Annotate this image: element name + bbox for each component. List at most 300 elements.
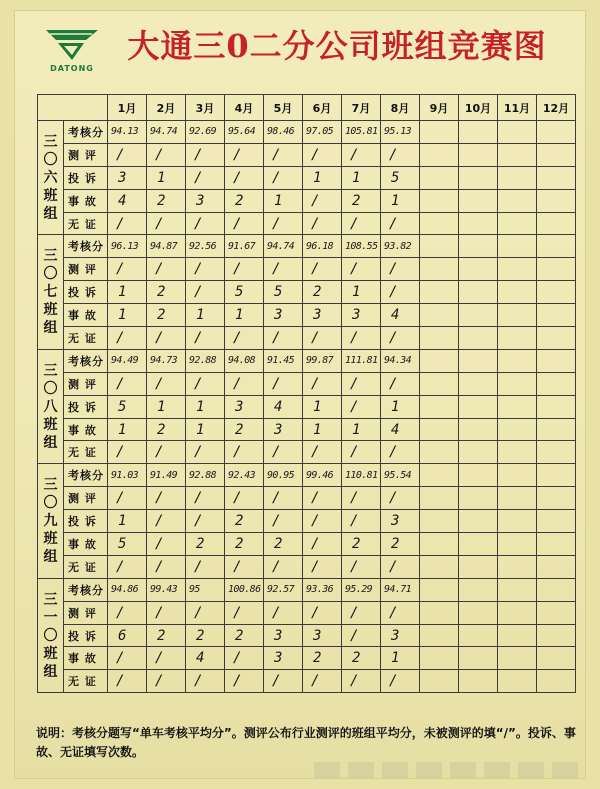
row-label: 无 证 bbox=[64, 327, 108, 350]
logo-text: DATONG bbox=[50, 64, 94, 73]
value-cell bbox=[498, 510, 537, 533]
value-cell: 1 bbox=[303, 395, 342, 418]
value-cell: 2 bbox=[147, 624, 186, 647]
group-name-cell bbox=[38, 235, 64, 349]
value-cell: 94.34 bbox=[381, 349, 420, 372]
table-body bbox=[38, 121, 576, 693]
value-cell: / bbox=[381, 258, 420, 281]
value-cell: / bbox=[147, 533, 186, 556]
value-cell bbox=[459, 189, 498, 212]
value-cell: / bbox=[225, 647, 264, 670]
value-cell bbox=[537, 670, 576, 693]
value-cell: 92.88 bbox=[186, 349, 225, 372]
value-cell: 94.49 bbox=[108, 349, 147, 372]
value-cell: / bbox=[303, 510, 342, 533]
value-cell: 5 bbox=[108, 533, 147, 556]
value-cell bbox=[498, 281, 537, 304]
value-cell bbox=[420, 441, 459, 464]
value-cell bbox=[537, 212, 576, 235]
value-cell: 2 bbox=[342, 189, 381, 212]
value-cell bbox=[459, 166, 498, 189]
value-cell: / bbox=[381, 487, 420, 510]
value-cell: 5 bbox=[264, 281, 303, 304]
value-cell: / bbox=[108, 372, 147, 395]
value-cell bbox=[459, 624, 498, 647]
page-title: 大通三0二分公司班组竞赛图 bbox=[127, 27, 547, 65]
value-cell bbox=[420, 395, 459, 418]
value-cell: 2 bbox=[186, 533, 225, 556]
table-row bbox=[38, 487, 576, 510]
group-name: 三〇八班组 bbox=[43, 362, 58, 451]
value-cell bbox=[420, 555, 459, 578]
value-cell: / bbox=[108, 647, 147, 670]
value-cell: 95.13 bbox=[381, 121, 420, 144]
value-cell: 99.46 bbox=[303, 464, 342, 487]
value-cell: 1 bbox=[225, 304, 264, 327]
table-row bbox=[38, 510, 576, 533]
table-row bbox=[38, 555, 576, 578]
month-header: 6月 bbox=[303, 95, 342, 121]
value-cell bbox=[420, 487, 459, 510]
value-cell bbox=[459, 578, 498, 601]
month-header: 7月 bbox=[342, 95, 381, 121]
month-header: 10月 bbox=[459, 95, 498, 121]
value-cell: / bbox=[186, 281, 225, 304]
value-cell: / bbox=[342, 143, 381, 166]
value-cell: / bbox=[303, 533, 342, 556]
value-cell bbox=[498, 464, 537, 487]
value-cell bbox=[420, 601, 459, 624]
row-label: 无 证 bbox=[64, 212, 108, 235]
value-cell: 90.95 bbox=[264, 464, 303, 487]
value-cell: / bbox=[342, 395, 381, 418]
value-cell: 91.67 bbox=[225, 235, 264, 258]
value-cell bbox=[459, 372, 498, 395]
value-cell bbox=[537, 624, 576, 647]
value-cell bbox=[537, 395, 576, 418]
value-cell: / bbox=[108, 143, 147, 166]
value-cell bbox=[459, 464, 498, 487]
value-cell: 1 bbox=[147, 395, 186, 418]
value-cell: 92.57 bbox=[264, 578, 303, 601]
value-cell bbox=[498, 555, 537, 578]
value-cell: / bbox=[303, 143, 342, 166]
value-cell: 95 bbox=[186, 578, 225, 601]
value-cell: 2 bbox=[303, 281, 342, 304]
table-row bbox=[38, 670, 576, 693]
value-cell bbox=[537, 441, 576, 464]
value-cell: / bbox=[381, 143, 420, 166]
value-cell: 91.49 bbox=[147, 464, 186, 487]
value-cell: 3 bbox=[108, 166, 147, 189]
value-cell bbox=[498, 166, 537, 189]
value-cell: / bbox=[225, 601, 264, 624]
header bbox=[14, 10, 586, 80]
value-cell bbox=[498, 372, 537, 395]
value-cell: 91.45 bbox=[264, 349, 303, 372]
value-cell: 108.55 bbox=[342, 235, 381, 258]
value-cell: / bbox=[225, 487, 264, 510]
row-label: 测 评 bbox=[64, 258, 108, 281]
value-cell: 94.13 bbox=[108, 121, 147, 144]
value-cell: / bbox=[342, 510, 381, 533]
value-cell bbox=[498, 212, 537, 235]
value-cell: / bbox=[264, 487, 303, 510]
value-cell: / bbox=[147, 601, 186, 624]
value-cell bbox=[537, 578, 576, 601]
value-cell bbox=[537, 304, 576, 327]
value-cell: / bbox=[342, 624, 381, 647]
value-cell bbox=[459, 533, 498, 556]
value-cell: 94.71 bbox=[381, 578, 420, 601]
value-cell: / bbox=[303, 327, 342, 350]
row-label: 事 故 bbox=[64, 418, 108, 441]
value-cell bbox=[537, 487, 576, 510]
value-cell: 96.18 bbox=[303, 235, 342, 258]
row-label: 投 诉 bbox=[64, 510, 108, 533]
value-cell bbox=[498, 601, 537, 624]
datong-logo bbox=[42, 26, 102, 72]
table-row bbox=[38, 235, 576, 258]
value-cell: / bbox=[147, 441, 186, 464]
value-cell: / bbox=[147, 555, 186, 578]
value-cell bbox=[498, 121, 537, 144]
value-cell: / bbox=[342, 555, 381, 578]
footnote: 说明：考核分题写“单车考核平均分”。测评公布行业测评的班组平均分，未被测评的填“/”。投诉、事故、无证填写次数。 bbox=[36, 726, 576, 759]
value-cell bbox=[537, 235, 576, 258]
value-cell: / bbox=[225, 212, 264, 235]
row-label: 投 诉 bbox=[64, 281, 108, 304]
value-cell bbox=[537, 189, 576, 212]
value-cell: / bbox=[342, 258, 381, 281]
value-cell bbox=[420, 281, 459, 304]
value-cell bbox=[537, 647, 576, 670]
row-label: 考核分 bbox=[64, 464, 108, 487]
value-cell bbox=[498, 235, 537, 258]
value-cell: 1 bbox=[108, 304, 147, 327]
value-cell: 4 bbox=[381, 418, 420, 441]
value-cell: 1 bbox=[381, 647, 420, 670]
value-cell bbox=[498, 189, 537, 212]
value-cell bbox=[459, 418, 498, 441]
value-cell: / bbox=[342, 670, 381, 693]
value-cell: / bbox=[303, 601, 342, 624]
value-cell: 91.03 bbox=[108, 464, 147, 487]
value-cell: 1 bbox=[186, 418, 225, 441]
value-cell: 1 bbox=[186, 304, 225, 327]
value-cell bbox=[498, 441, 537, 464]
value-cell: / bbox=[342, 372, 381, 395]
value-cell: / bbox=[147, 143, 186, 166]
value-cell: / bbox=[342, 441, 381, 464]
value-cell bbox=[420, 349, 459, 372]
value-cell: / bbox=[225, 441, 264, 464]
value-cell: 2 bbox=[147, 304, 186, 327]
value-cell: 3 bbox=[303, 304, 342, 327]
table-row bbox=[38, 601, 576, 624]
group-name-cell bbox=[38, 464, 64, 578]
table-row bbox=[38, 441, 576, 464]
value-cell: 1 bbox=[186, 395, 225, 418]
value-cell: / bbox=[381, 441, 420, 464]
month-header: 9月 bbox=[420, 95, 459, 121]
value-cell: 94.73 bbox=[147, 349, 186, 372]
month-header: 5月 bbox=[264, 95, 303, 121]
value-cell: 1 bbox=[381, 395, 420, 418]
value-cell bbox=[420, 624, 459, 647]
value-cell: 3 bbox=[264, 304, 303, 327]
value-cell: / bbox=[264, 441, 303, 464]
value-cell: / bbox=[303, 555, 342, 578]
value-cell: 1 bbox=[342, 418, 381, 441]
value-cell bbox=[537, 533, 576, 556]
row-label: 考核分 bbox=[64, 121, 108, 144]
value-cell: / bbox=[108, 327, 147, 350]
value-cell bbox=[537, 327, 576, 350]
month-header-row bbox=[38, 95, 576, 121]
value-cell bbox=[459, 349, 498, 372]
value-cell: 1 bbox=[381, 189, 420, 212]
value-cell bbox=[459, 395, 498, 418]
value-cell: 4 bbox=[381, 304, 420, 327]
value-cell bbox=[498, 647, 537, 670]
value-cell: / bbox=[186, 327, 225, 350]
value-cell bbox=[459, 235, 498, 258]
taxi-photo-strip bbox=[314, 762, 584, 778]
value-cell: / bbox=[186, 212, 225, 235]
value-cell bbox=[459, 304, 498, 327]
value-cell: / bbox=[147, 212, 186, 235]
value-cell: / bbox=[147, 670, 186, 693]
value-cell: 1 bbox=[342, 281, 381, 304]
value-cell bbox=[420, 670, 459, 693]
table-row bbox=[38, 372, 576, 395]
value-cell: 94.74 bbox=[264, 235, 303, 258]
value-cell bbox=[498, 578, 537, 601]
value-cell: / bbox=[381, 601, 420, 624]
value-cell: 6 bbox=[108, 624, 147, 647]
value-cell: 3 bbox=[186, 189, 225, 212]
value-cell bbox=[537, 510, 576, 533]
value-cell: / bbox=[186, 441, 225, 464]
value-cell: / bbox=[225, 258, 264, 281]
value-cell: / bbox=[264, 601, 303, 624]
table-row bbox=[38, 143, 576, 166]
table-row bbox=[38, 166, 576, 189]
table-row bbox=[38, 647, 576, 670]
value-cell bbox=[420, 258, 459, 281]
row-label: 测 评 bbox=[64, 143, 108, 166]
value-cell: / bbox=[108, 258, 147, 281]
value-cell: 4 bbox=[108, 189, 147, 212]
row-label: 无 证 bbox=[64, 670, 108, 693]
value-cell: / bbox=[186, 258, 225, 281]
value-cell: 1 bbox=[264, 189, 303, 212]
value-cell: / bbox=[186, 166, 225, 189]
month-header: 3月 bbox=[186, 95, 225, 121]
value-cell: / bbox=[108, 212, 147, 235]
group-name: 三〇七班组 bbox=[43, 248, 58, 337]
value-cell: 5 bbox=[225, 281, 264, 304]
value-cell bbox=[498, 327, 537, 350]
value-cell bbox=[459, 670, 498, 693]
value-cell: 98.46 bbox=[264, 121, 303, 144]
value-cell bbox=[537, 418, 576, 441]
value-cell: / bbox=[225, 166, 264, 189]
value-cell: / bbox=[303, 258, 342, 281]
value-cell: / bbox=[108, 601, 147, 624]
value-cell: / bbox=[147, 487, 186, 510]
value-cell: / bbox=[225, 327, 264, 350]
value-cell: / bbox=[264, 555, 303, 578]
row-label: 事 故 bbox=[64, 647, 108, 670]
value-cell: 99.87 bbox=[303, 349, 342, 372]
value-cell: 2 bbox=[342, 533, 381, 556]
row-label: 测 评 bbox=[64, 487, 108, 510]
value-cell bbox=[420, 304, 459, 327]
value-cell: 92.88 bbox=[186, 464, 225, 487]
value-cell: 2 bbox=[342, 647, 381, 670]
value-cell: / bbox=[147, 258, 186, 281]
value-cell: 3 bbox=[342, 304, 381, 327]
row-label: 投 诉 bbox=[64, 166, 108, 189]
value-cell bbox=[498, 395, 537, 418]
row-label: 无 证 bbox=[64, 441, 108, 464]
value-cell: / bbox=[108, 441, 147, 464]
value-cell bbox=[537, 258, 576, 281]
value-cell: 94.86 bbox=[108, 578, 147, 601]
row-label: 投 诉 bbox=[64, 395, 108, 418]
value-cell: 105.81 bbox=[342, 121, 381, 144]
value-cell: / bbox=[342, 212, 381, 235]
value-cell bbox=[420, 166, 459, 189]
value-cell bbox=[420, 418, 459, 441]
value-cell bbox=[498, 418, 537, 441]
value-cell: 94.08 bbox=[225, 349, 264, 372]
value-cell bbox=[459, 441, 498, 464]
value-cell: 2 bbox=[147, 189, 186, 212]
group-name: 三〇九班组 bbox=[43, 477, 58, 566]
value-cell: 4 bbox=[264, 395, 303, 418]
table-row bbox=[38, 281, 576, 304]
value-cell bbox=[420, 533, 459, 556]
value-cell bbox=[498, 349, 537, 372]
value-cell bbox=[459, 212, 498, 235]
value-cell bbox=[420, 121, 459, 144]
value-cell: / bbox=[381, 670, 420, 693]
value-cell: / bbox=[225, 670, 264, 693]
value-cell bbox=[420, 327, 459, 350]
value-cell: 2 bbox=[147, 281, 186, 304]
value-cell: 1 bbox=[108, 281, 147, 304]
value-cell: / bbox=[303, 487, 342, 510]
value-cell bbox=[420, 647, 459, 670]
value-cell: / bbox=[108, 555, 147, 578]
value-cell: 96.13 bbox=[108, 235, 147, 258]
value-cell: 2 bbox=[186, 624, 225, 647]
month-header: 11月 bbox=[498, 95, 537, 121]
month-header: 12月 bbox=[537, 95, 576, 121]
value-cell: 110.81 bbox=[342, 464, 381, 487]
competition-table bbox=[37, 94, 576, 693]
value-cell: 97.05 bbox=[303, 121, 342, 144]
value-cell: 5 bbox=[381, 166, 420, 189]
value-cell bbox=[420, 372, 459, 395]
value-cell bbox=[459, 121, 498, 144]
value-cell: / bbox=[264, 258, 303, 281]
value-cell: 95.54 bbox=[381, 464, 420, 487]
value-cell: / bbox=[225, 372, 264, 395]
value-cell: / bbox=[264, 510, 303, 533]
value-cell bbox=[459, 143, 498, 166]
value-cell: 92.56 bbox=[186, 235, 225, 258]
table-row bbox=[38, 349, 576, 372]
table-row bbox=[38, 418, 576, 441]
value-cell: / bbox=[264, 212, 303, 235]
value-cell bbox=[459, 647, 498, 670]
value-cell bbox=[420, 464, 459, 487]
value-cell: / bbox=[342, 327, 381, 350]
value-cell: 2 bbox=[225, 189, 264, 212]
value-cell: 1 bbox=[303, 166, 342, 189]
value-cell: / bbox=[381, 372, 420, 395]
value-cell: 2 bbox=[225, 418, 264, 441]
row-label: 投 诉 bbox=[64, 624, 108, 647]
value-cell: 92.43 bbox=[225, 464, 264, 487]
value-cell: 3 bbox=[264, 624, 303, 647]
value-cell: 2 bbox=[381, 533, 420, 556]
datong-logo-icon bbox=[42, 26, 102, 64]
value-cell: 2 bbox=[264, 533, 303, 556]
value-cell: 95.29 bbox=[342, 578, 381, 601]
value-cell: 111.81 bbox=[342, 349, 381, 372]
corner-cell bbox=[38, 95, 108, 121]
row-label: 考核分 bbox=[64, 235, 108, 258]
value-cell bbox=[537, 555, 576, 578]
value-cell: 94.74 bbox=[147, 121, 186, 144]
value-cell: / bbox=[303, 372, 342, 395]
value-cell bbox=[537, 464, 576, 487]
table-row bbox=[38, 189, 576, 212]
value-cell bbox=[459, 487, 498, 510]
group-name-cell bbox=[38, 578, 64, 692]
value-cell: / bbox=[225, 143, 264, 166]
group-name: 三一〇班组 bbox=[43, 591, 58, 680]
table-row bbox=[38, 395, 576, 418]
value-cell: 3 bbox=[381, 510, 420, 533]
value-cell: 93.82 bbox=[381, 235, 420, 258]
month-header: 4月 bbox=[225, 95, 264, 121]
value-cell: 5 bbox=[108, 395, 147, 418]
row-label: 事 故 bbox=[64, 304, 108, 327]
value-cell: / bbox=[303, 441, 342, 464]
value-cell: 2 bbox=[225, 510, 264, 533]
table-row bbox=[38, 533, 576, 556]
table-row bbox=[38, 578, 576, 601]
value-cell: 2 bbox=[303, 647, 342, 670]
value-cell: / bbox=[186, 670, 225, 693]
value-cell bbox=[420, 189, 459, 212]
value-cell: / bbox=[342, 487, 381, 510]
value-cell: 3 bbox=[225, 395, 264, 418]
table-row bbox=[38, 212, 576, 235]
row-label: 事 故 bbox=[64, 189, 108, 212]
row-label: 考核分 bbox=[64, 578, 108, 601]
value-cell bbox=[498, 143, 537, 166]
value-cell: 4 bbox=[186, 647, 225, 670]
row-label: 无 证 bbox=[64, 555, 108, 578]
value-cell: 92.69 bbox=[186, 121, 225, 144]
